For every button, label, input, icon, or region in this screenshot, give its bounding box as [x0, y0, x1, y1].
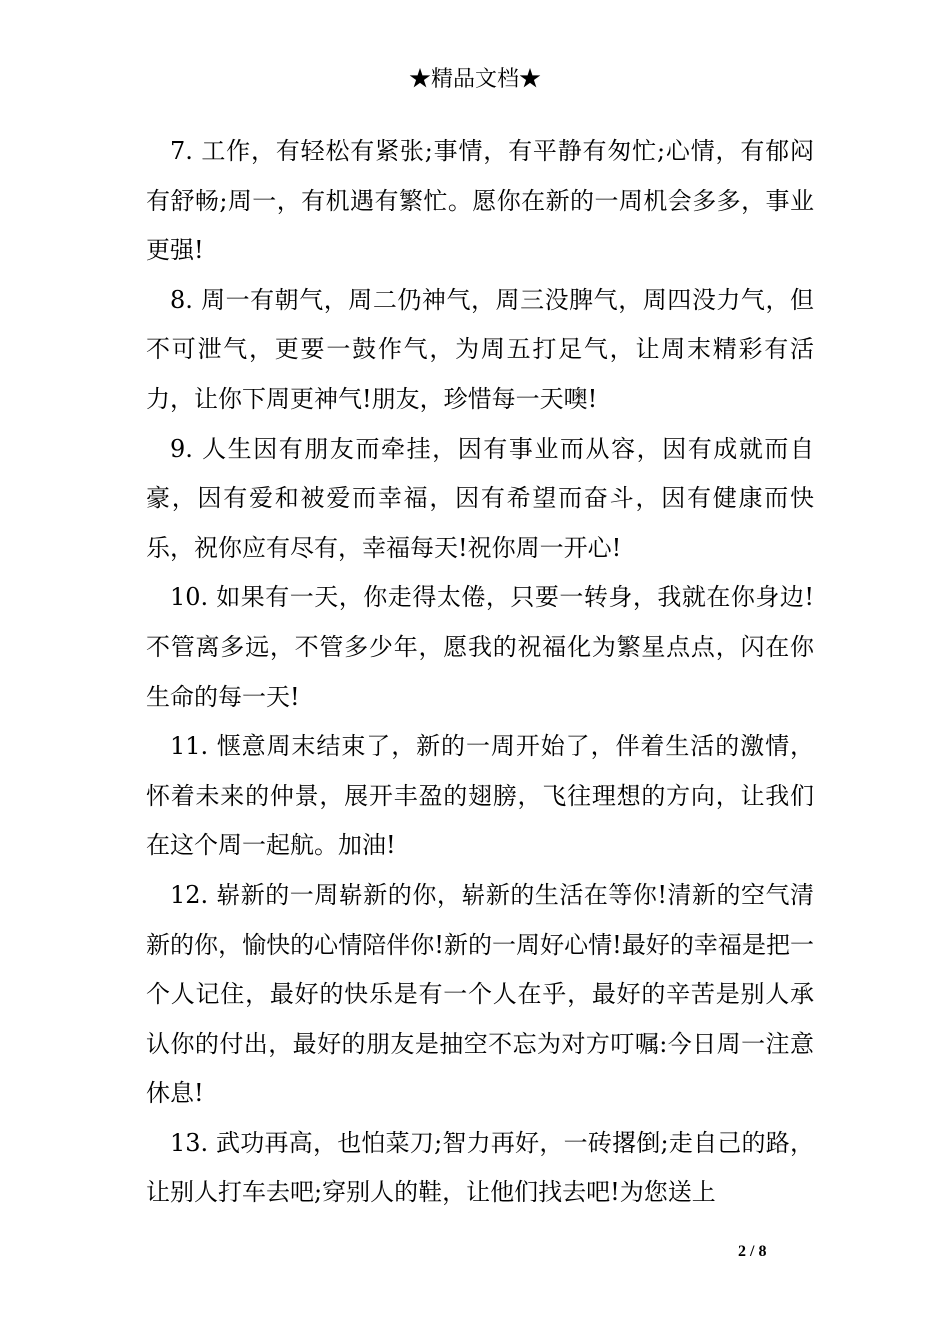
paragraph-13: 13. 武功再高，也怕菜刀;智力再好，一砖撂倒;走自己的路，让别人打车去吧;穿别人的鞋，让他们找去吧!为您送上: [146, 1128, 814, 1207]
paragraph-10: 10. 如果有一天，你走得太倦，只要一转身，我就在你身边!不管离多远，不管多少年，愿我的祝福化为繁星点点，闪在你生命的每一天!: [146, 583, 814, 711]
page-number: 2 / 8: [738, 1243, 767, 1260]
document-body: [146, 127, 814, 1218]
paragraph-8: 8. 周一有朝气，周二仍神气，周三没脾气，周四没力气，但不可泄气，更要一鼓作气，为周五打足气，让周末精彩有活力，让你下周更神气!朋友，珍惜每一天噢!: [146, 285, 814, 413]
paragraph-12: 12. 崭新的一周崭新的你，崭新的生活在等你!清新的空气清新的你，愉快的心情陪伴你!新的一周好心情!最好的幸福是把一个人记住，最好的快乐是有一个人在乎，最好的辛苦是别人承认你的付出，最好的朋友是抽空不忘为对方叮嘱:今日周一注意休息!: [146, 880, 814, 1108]
paragraph-9: 9. 人生因有朋友而牵挂，因有事业而从容，因有成就而自豪，因有爱和被爱而幸福，因有希望而奋斗，因有健康而快乐，祝你应有尽有，幸福每天!祝你周一开心!: [146, 434, 814, 562]
paragraph-7: 7. 工作，有轻松有紧张;事情，有平静有匆忙;心情，有郁闷有舒畅;周一，有机遇有繁忙。愿你在新的一周机会多多，事业更强!: [146, 137, 814, 265]
paragraph-11: 11. 惬意周末结束了，新的一周开始了，伴着生活的激情，怀着未来的仲景，展开丰盈的翅膀，飞往理想的方向，让我们在这个周一起航。加油!: [146, 732, 814, 860]
page-header-title: ★精品文档★: [408, 67, 541, 92]
